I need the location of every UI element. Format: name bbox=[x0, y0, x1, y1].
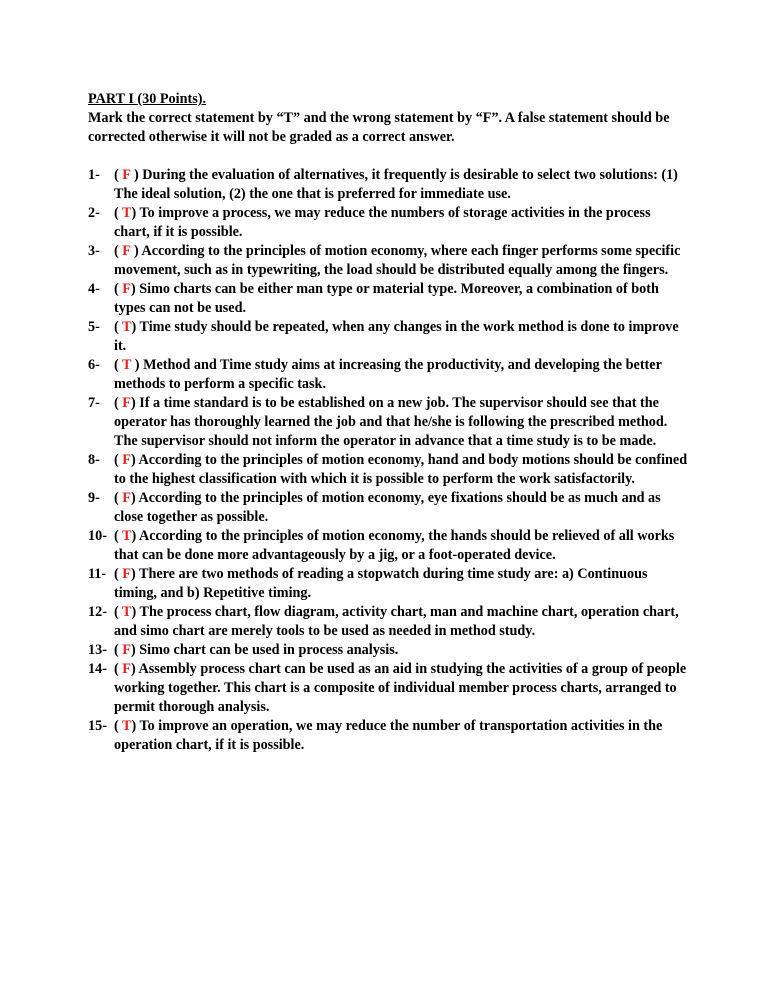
question-text: There are two methods of reading a stopwatch during time study are: a) Continuous timing, and b) Repetitive timing. bbox=[114, 566, 648, 601]
question-text: If a time standard is to be established on a new job. The supervisor should see that the operator has thoroughly learned the job and that he/she is following the prescribed method. The supervisor should not inform the operator in advance that a time study is to be made. bbox=[114, 395, 668, 449]
question-text: To improve a process, we may reduce the numbers of storage activities in the process chart, if it is possible. bbox=[114, 205, 651, 240]
question-item bbox=[88, 204, 688, 242]
part-title: PART I (30 Points). bbox=[88, 91, 206, 107]
question-item bbox=[88, 166, 688, 204]
paren-close: ) bbox=[131, 604, 137, 620]
answer-mark: F bbox=[122, 452, 131, 468]
paren-close: ) bbox=[130, 642, 136, 658]
question-body bbox=[114, 660, 688, 717]
question-item bbox=[88, 603, 688, 641]
question-number: 13- bbox=[88, 642, 107, 658]
paren-open: ( bbox=[114, 490, 123, 506]
paren-close: ) bbox=[130, 395, 136, 411]
question-text: Time study should be repeated, when any changes in the work method is done to improve it. bbox=[114, 319, 679, 354]
question-number: 7- bbox=[88, 395, 100, 411]
question-number: 10- bbox=[88, 528, 107, 544]
question-text: Simo charts can be either man type or material type. Moreover, a combination of both types can not be used. bbox=[114, 281, 659, 316]
question-text: Assembly process chart can be used as an aid in studying the activities of a group of people working together. This chart is a composite of individual member process charts, arranged to permit thorough analysis. bbox=[114, 661, 687, 715]
question-item bbox=[88, 242, 688, 280]
paren-open: ( bbox=[114, 661, 123, 677]
question-item bbox=[88, 394, 688, 451]
paren-close: ) bbox=[130, 566, 136, 582]
question-item bbox=[88, 660, 688, 717]
paren-open: ( bbox=[114, 205, 123, 221]
paren-open: ( bbox=[114, 528, 123, 544]
paren-close: ) bbox=[130, 452, 136, 468]
question-number: 3- bbox=[88, 243, 100, 259]
question-text: According to the principles of motion economy, hand and body motions should be confined to the highest classification with which it is possible to perform the work satisfactorily. bbox=[114, 452, 688, 487]
answer-mark: T bbox=[122, 319, 132, 335]
question-list bbox=[88, 166, 688, 755]
question-body bbox=[114, 242, 688, 280]
question-body bbox=[114, 356, 688, 394]
question-text: Simo chart can be used in process analysis. bbox=[135, 642, 399, 658]
paren-close: ) bbox=[131, 357, 140, 373]
question-item bbox=[88, 489, 688, 527]
paren-open: ( bbox=[114, 642, 123, 658]
question-body bbox=[114, 717, 688, 755]
paren-close: ) bbox=[130, 167, 139, 183]
answer-mark: F bbox=[122, 642, 131, 658]
question-number: 5- bbox=[88, 319, 100, 335]
question-text: Method and Time study aims at increasing the productivity, and developing the better methods to perform a specific task. bbox=[114, 357, 662, 392]
paren-close: ) bbox=[130, 661, 136, 677]
question-body bbox=[114, 527, 688, 565]
paren-open: ( bbox=[114, 718, 123, 734]
question-body bbox=[114, 641, 688, 660]
answer-mark: F bbox=[122, 490, 131, 506]
document-page bbox=[88, 90, 688, 769]
answer-mark: F bbox=[122, 566, 131, 582]
question-body bbox=[114, 451, 688, 489]
answer-mark: F bbox=[122, 243, 131, 259]
question-number: 9- bbox=[88, 490, 100, 506]
question-item bbox=[88, 565, 688, 603]
paren-open: ( bbox=[114, 357, 123, 373]
question-text: The process chart, flow diagram, activity chart, man and machine chart, operation chart, and simo chart are merely tools to be used as needed in method study. bbox=[114, 604, 679, 639]
question-number: 1- bbox=[88, 167, 100, 183]
question-text: To improve an operation, we may reduce the number of transportation activities in the operation chart, if it is possible. bbox=[114, 718, 663, 753]
answer-mark: F bbox=[122, 167, 131, 183]
question-text: According to the principles of motion economy, the hands should be relieved of all works that can be done more advantageously by a jig, or a foot-operated device. bbox=[114, 528, 675, 563]
paren-open: ( bbox=[114, 452, 123, 468]
paren-close: ) bbox=[130, 281, 136, 297]
paren-open: ( bbox=[114, 281, 123, 297]
question-number: 4- bbox=[88, 281, 100, 297]
question-body bbox=[114, 489, 688, 527]
question-body bbox=[114, 318, 688, 356]
paren-close: ) bbox=[130, 243, 139, 259]
paren-open: ( bbox=[114, 604, 123, 620]
paren-open: ( bbox=[114, 167, 123, 183]
question-number: 6- bbox=[88, 357, 100, 373]
question-item bbox=[88, 451, 688, 489]
paren-close: ) bbox=[131, 528, 137, 544]
question-body bbox=[114, 394, 688, 451]
answer-mark: F bbox=[122, 281, 131, 297]
answer-mark: T bbox=[122, 718, 132, 734]
paren-open: ( bbox=[114, 319, 123, 335]
paren-close: ) bbox=[131, 319, 137, 335]
question-body bbox=[114, 166, 688, 204]
question-text: According to the principles of motion economy, eye fixations should be as much and as close together as possible. bbox=[114, 490, 661, 525]
paren-open: ( bbox=[114, 566, 123, 582]
paren-open: ( bbox=[114, 395, 123, 411]
question-number: 12- bbox=[88, 604, 107, 620]
question-text: During the evaluation of alternatives, it frequently is desirable to select two solutions: (1) The ideal solution, (2) the one that is preferred for immediate use. bbox=[114, 167, 678, 202]
question-body bbox=[114, 603, 688, 641]
paren-close: ) bbox=[131, 718, 137, 734]
answer-mark: T bbox=[122, 604, 132, 620]
paren-close: ) bbox=[131, 205, 137, 221]
question-text: According to the principles of motion economy, where each finger performs some specific movement, such as in typewriting, the load should be distributed equally among the fingers. bbox=[114, 243, 681, 278]
answer-mark: T bbox=[122, 205, 132, 221]
question-number: 15- bbox=[88, 718, 107, 734]
question-body bbox=[114, 204, 688, 242]
instructions: Mark the correct statement by “T” and the wrong statement by “F”. A false statement should be corrected otherwise it will not be graded as a correct answer. bbox=[88, 110, 670, 145]
answer-mark: F bbox=[122, 661, 131, 677]
question-number: 2- bbox=[88, 205, 100, 221]
question-number: 14- bbox=[88, 661, 107, 677]
question-body bbox=[114, 280, 688, 318]
question-item bbox=[88, 318, 688, 356]
question-item bbox=[88, 527, 688, 565]
question-item bbox=[88, 356, 688, 394]
question-item bbox=[88, 280, 688, 318]
question-number: 11- bbox=[88, 566, 107, 582]
paren-open: ( bbox=[114, 243, 123, 259]
question-item bbox=[88, 717, 688, 755]
answer-mark: T bbox=[122, 528, 132, 544]
question-number: 8- bbox=[88, 452, 100, 468]
answer-mark: T bbox=[122, 357, 132, 373]
answer-mark: F bbox=[122, 395, 131, 411]
question-item bbox=[88, 641, 688, 660]
paren-close: ) bbox=[130, 490, 136, 506]
question-body bbox=[114, 565, 688, 603]
